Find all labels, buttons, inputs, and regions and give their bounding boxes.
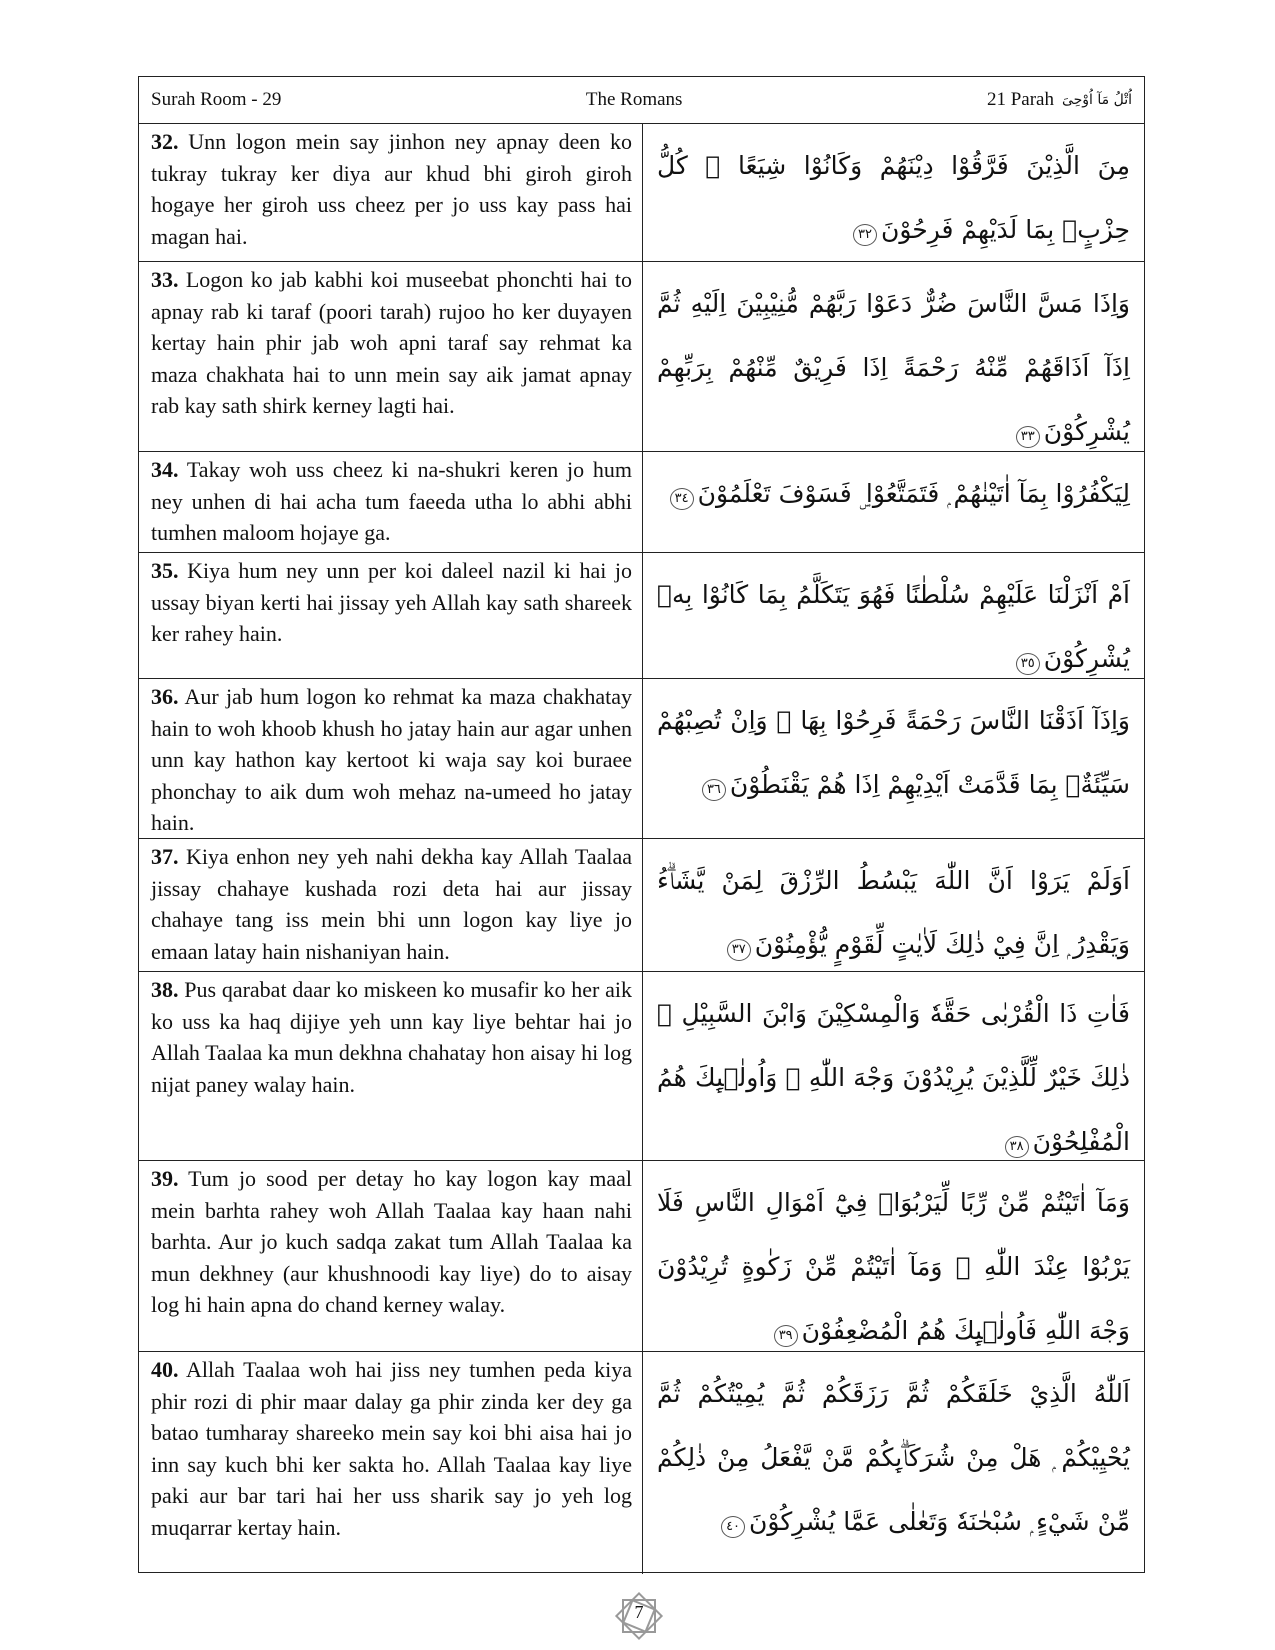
translation-cell bbox=[139, 124, 643, 261]
arabic-text: وَاِذَآ اَذَقْنَا النَّاسَ رَحْمَةً فَرِحُوْا بِهَا ۭ وَاِنْ تُصِبْهُمْ سَيِّئَةٌۢ بِمَا قَدَّمَتْ اَيْدِيْهِمْ اِذَا هُمْ يَقْنَطُوْنَ bbox=[657, 706, 1130, 799]
translation-cell bbox=[139, 972, 643, 1160]
verse-number: 32. bbox=[151, 129, 179, 154]
translation-text: Kiya enhon ney yeh nahi dekha kay Allah Taalaa jissay chahaye kushada rozi deta hai aur jissay chahaye tang iss mein bhi unn logon kay liye jo emaan latay hain nishaniyan hain. bbox=[151, 844, 632, 964]
parah-label: 21 Parah bbox=[986, 89, 1054, 110]
ayah-marker: ٣٥ bbox=[1016, 653, 1040, 675]
arabic-cell bbox=[643, 679, 1144, 838]
verse-number: 34. bbox=[151, 457, 179, 482]
translation-text: Pus qarabat daar ko miskeen ko musafir ko her aik ko uss ka haq dijiye yeh unn kay liye behtar hai jo Allah Taalaa ka mun dekhna chahatay hon aisay hi log nijat paney walay hain. bbox=[151, 977, 632, 1097]
verse-number: 33. bbox=[151, 267, 179, 292]
verse-row bbox=[139, 1352, 1144, 1574]
verse-row bbox=[139, 124, 1144, 262]
ayah-marker: ٣٦ bbox=[702, 779, 726, 801]
translation-cell bbox=[139, 679, 643, 838]
arabic-cell bbox=[643, 972, 1144, 1160]
verse-number: 36. bbox=[151, 684, 179, 709]
verse-number: 35. bbox=[151, 558, 179, 583]
arabic-text: اَللّٰهُ الَّذِيْ خَلَقَكُمْ ثُمَّ رَزَقَكُمْ ثُمَّ يُمِيْتُكُمْ ثُمَّ يُحْيِيْكُمْ ۭ هَلْ مِنْ شُرَكَاۗىِٕكُمْ مَّنْ يَّفْعَلُ مِنْ ذٰلِكُمْ مِّنْ شَيْءٍ ۭ سُبْحٰنَهٗ وَتَعٰلٰى عَمَّا يُشْرِكُوْنَ bbox=[657, 1379, 1130, 1536]
translation-cell bbox=[139, 553, 643, 678]
ayah-marker: ٣٧ bbox=[727, 939, 751, 961]
translation-cell bbox=[139, 452, 643, 552]
arabic-cell bbox=[643, 124, 1144, 261]
ayah-marker: ٣٢ bbox=[853, 224, 877, 246]
translation-text: Kiya hum ney unn per koi daleel nazil ki hai jo ussay biyan kerti hai jissay yeh Allah kay sath shareek ker rahey hain. bbox=[151, 558, 633, 647]
translation-text: Aur jab hum logon ko rehmat ka maza chakhatay hain to woh khoob khush ho jatay hain aur agar unhen unn kay hathon kay kertoot ki waja say koi buraee phonchay to aik dum woh mehaz na-umeed ho jatay hain. bbox=[151, 684, 632, 836]
ayah-marker: ٣٩ bbox=[774, 1325, 798, 1347]
parah-arabic: اُتْلُ مَآ اُوْحِیَ bbox=[1061, 92, 1132, 108]
verse-row bbox=[139, 553, 1144, 679]
verse-row bbox=[139, 679, 1144, 839]
arabic-cell bbox=[643, 1161, 1144, 1351]
ayah-marker: ٣٣ bbox=[1016, 426, 1040, 448]
arabic-text: مِنَ الَّذِيْنَ فَرَّقُوْا دِيْنَهُمْ وَكَانُوْا شِيَعًا ۭ كُلُّ حِزْبٍۢ بِمَا لَدَيْهِمْ فَرِحُوْنَ bbox=[657, 151, 1130, 244]
verse-row bbox=[139, 262, 1144, 452]
verse-number: 39. bbox=[151, 1166, 179, 1191]
arabic-text: وَمَآ اٰتَيْتُمْ مِّنْ رِّبًا لِّيَرْبُوَا۟ فِيْٓ اَمْوَالِ النَّاسِ فَلَا يَرْبُوْا عِنْدَ اللّٰهِ ۚ وَمَآ اٰتَيْتُمْ مِّنْ زَكٰوةٍ تُرِيْدُوْنَ وَجْهَ اللّٰهِ فَاُولٰۗىِٕكَ هُمُ الْمُضْعِفُوْنَ bbox=[657, 1188, 1130, 1345]
page-number-badge bbox=[611, 1588, 667, 1644]
surah-title: The Romans bbox=[585, 89, 683, 110]
page-table bbox=[138, 76, 1145, 1573]
verse-row bbox=[139, 1161, 1144, 1352]
arabic-text: وَاِذَا مَسَّ النَّاسَ ضُرٌّ دَعَوْا رَبَّهُمْ مُّنِيْبِيْنَ اِلَيْهِ ثُمَّ اِذَآ اَذَاقَهُمْ مِّنْهُ رَحْمَةً اِذَا فَرِيْقٌ مِّنْهُمْ بِرَبِّهِمْ يُشْرِكُوْنَ bbox=[657, 289, 1130, 446]
ayah-marker: ٤٠ bbox=[721, 1516, 745, 1538]
translation-text: Logon ko jab kabhi koi museebat phonchti hai to apnay rab ki taraf (poori tarah) rujoo ho ker duyayen kertay hain phir jab woh apni taraf say rehmat ka maza chakhata hai to unn mein say aik jamat apnay rab kay sath shirk kerney lagti hai. bbox=[151, 267, 633, 419]
page-number: 7 bbox=[634, 1602, 644, 1622]
ayah-marker: ٣٨ bbox=[1005, 1136, 1029, 1158]
arabic-cell bbox=[643, 452, 1144, 552]
translation-cell bbox=[139, 262, 643, 451]
verse-number: 40. bbox=[151, 1357, 179, 1382]
verse-number: 37. bbox=[151, 844, 179, 869]
arabic-text: اَوَلَمْ يَرَوْا اَنَّ اللّٰهَ يَبْسُطُ الرِّزْقَ لِمَنْ يَّشَاۗءُ وَيَقْدِرُ ۭ اِنَّ فِيْ ذٰلِكَ لَاٰيٰتٍ لِّقَوْمٍ يُّؤْمِنُوْنَ bbox=[657, 866, 1130, 959]
verse-row bbox=[139, 972, 1144, 1161]
verse-row bbox=[139, 452, 1144, 553]
translation-cell bbox=[139, 839, 643, 971]
translation-cell bbox=[139, 1352, 643, 1574]
arabic-text: اَمْ اَنْزَلْنَا عَلَيْهِمْ سُلْطٰنًا فَهُوَ يَتَكَلَّمُ بِمَا كَانُوْا بِهٖ يُشْرِكُوْنَ bbox=[657, 580, 1130, 673]
surah-label: Surah Room - 29 bbox=[151, 89, 282, 110]
arabic-text: فَاٰتِ ذَا الْقُرْبٰى حَقَّهٗ وَالْمِسْكِيْنَ وَابْنَ السَّبِيْلِ ۭ ذٰلِكَ خَيْرٌ لِّلَّذِيْنَ يُرِيْدُوْنَ وَجْهَ اللّٰهِ ۡ وَاُولٰۗىِٕكَ هُمُ الْمُفْلِحُوْنَ bbox=[657, 999, 1130, 1156]
translation-text: Tum jo sood per detay ho kay logon kay maal mein barhta rahey woh Allah Taalaa kay haan nahi barhta. Aur jo kuch sadqa zakat tum Allah Taalaa ka mun dekhney (aur khushnoodi kay liye) do to aisay log hi hain apna do chand kerney walay. bbox=[151, 1166, 632, 1318]
arabic-cell bbox=[643, 839, 1144, 971]
translation-cell bbox=[139, 1161, 643, 1351]
translation-text: Unn logon mein say jinhon ney apnay deen ko tukray tukray ker diya aur khud bhi giroh giroh hogaye her giroh uss cheez per jo uss kay pass hai magan hai. bbox=[151, 129, 632, 249]
verse-number: 38. bbox=[151, 977, 179, 1002]
ayah-marker: ٣٤ bbox=[670, 488, 694, 510]
arabic-cell bbox=[643, 553, 1144, 678]
translation-text: Takay woh uss cheez ki na-shukri keren jo hum ney unhen di hai acha tum faeeda utha lo abhi abhi tumhen maloom hojaye ga. bbox=[151, 457, 632, 546]
arabic-cell bbox=[643, 262, 1144, 451]
translation-text: Allah Taalaa woh hai jiss ney tumhen peda kiya phir rozi di phir maar dalay ga phir zinda ker dey ga batao tumharay shareeko mein say koi bhi aisa hai jo inn say kuch bhi ker sakta ho. Allah Taalaa kay liye paki aur bar tari hai her uss sharik say jo yeh log muqarrar kertay hain. bbox=[151, 1357, 633, 1540]
arabic-cell bbox=[643, 1352, 1144, 1574]
page-header bbox=[139, 77, 1144, 124]
verse-row bbox=[139, 839, 1144, 972]
arabic-text: لِيَكْفُرُوْا بِمَآ اٰتَيْنٰهُمْ ۭ فَتَمَتَّعُوْا ۣ فَسَوْفَ تَعْلَمُوْنَ bbox=[697, 479, 1130, 508]
